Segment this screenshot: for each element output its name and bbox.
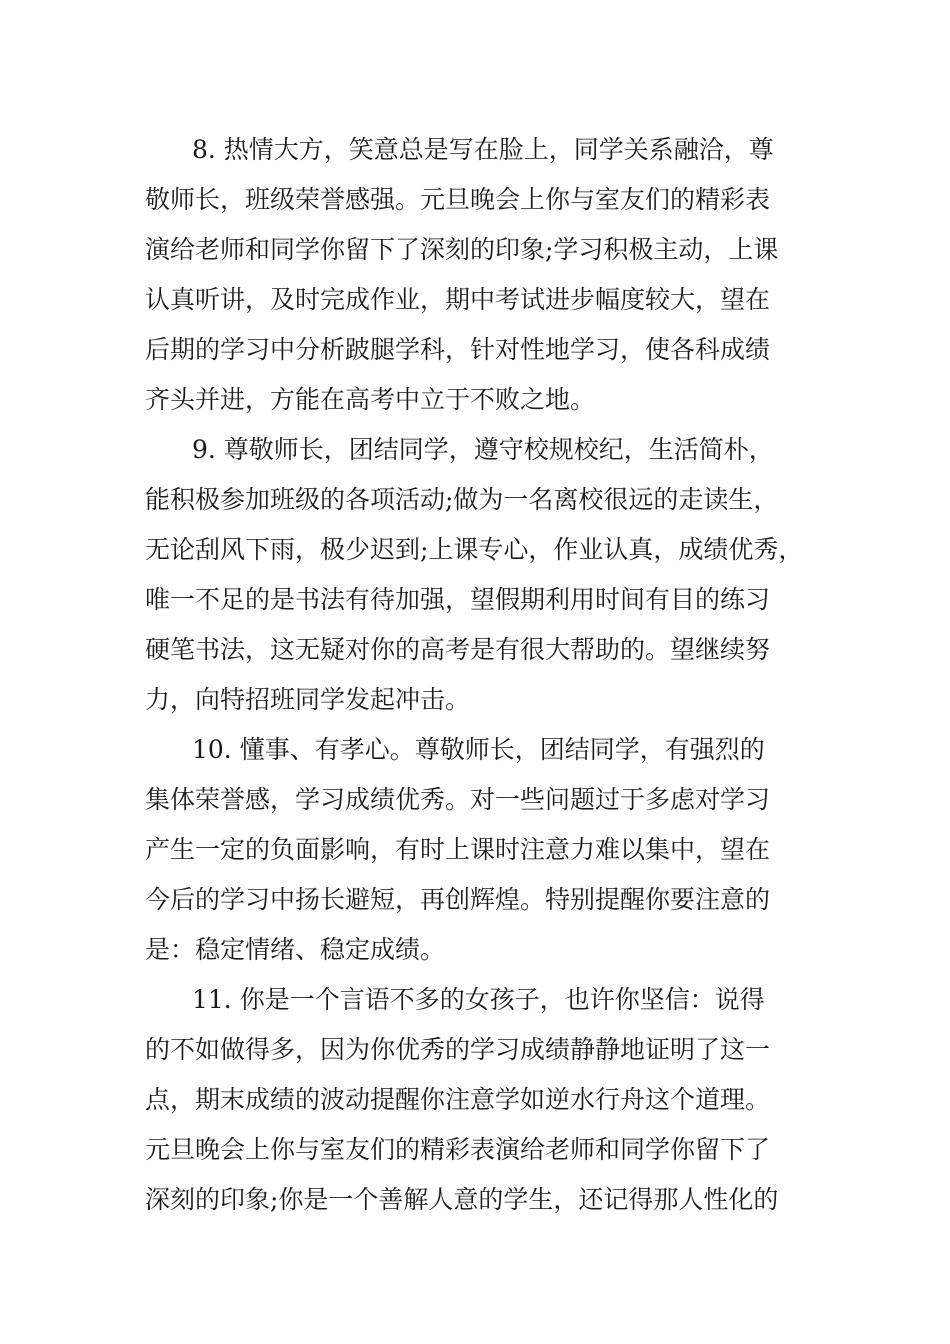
text-line: 齐头并进，方能在高考中立于不败之地。 (145, 385, 596, 414)
paragraph-10-line-2 (0, 780, 950, 820)
text-line: 力，向特招班同学发起冲击。 (145, 685, 471, 714)
text-line: 无论刮风下雨，极少迟到;上课专心，作业认真，成绩优秀， (145, 535, 804, 564)
paragraph-11-line-5 (0, 1180, 950, 1220)
paragraph-8-line-3 (0, 230, 950, 270)
text-line: 演给老师和同学你留下了深刻的印象;学习积极主动，上课 (145, 235, 779, 264)
text-line: 元旦晚会上你与室友们的精彩表演给老师和同学你留下了 (145, 1135, 771, 1164)
paragraph-11-line-2 (0, 1030, 950, 1070)
text-line: 11. 你是一个言语不多的女孩子，也许你坚信：说得 (192, 985, 765, 1014)
text-line: 10. 懂事、有孝心。尊敬师长，团结同学，有强烈的 (192, 735, 765, 764)
text-line: 8. 热情大方，笑意总是写在脸上，同学关系融洽，尊 (192, 135, 774, 164)
paragraph-9-line-6 (0, 680, 950, 720)
text-line: 集体荣誉感，学习成绩优秀。对一些问题过于多虑对学习 (145, 785, 771, 814)
text-line: 深刻的印象;你是一个善解人意的学生，还记得那人性化的 (145, 1185, 779, 1214)
paragraph-8-line-1 (0, 130, 950, 170)
paragraph-11-line-3 (0, 1080, 950, 1120)
text-line: 敬师长，班级荣誉感强。元旦晚会上你与室友们的精彩表 (145, 185, 771, 214)
paragraph-8-line-4 (0, 280, 950, 320)
text-line: 的不如做得多，因为你优秀的学习成绩静静地证明了这一 (145, 1035, 771, 1064)
text-line: 是：稳定情绪、稳定成绩。 (145, 935, 446, 964)
paragraph-9-line-4 (0, 580, 950, 620)
text-line: 硬笔书法，这无疑对你的高考是有很大帮助的。望继续努 (145, 635, 771, 664)
text-line: 产生一定的负面影响，有时上课时注意力难以集中，望在 (145, 835, 771, 864)
paragraph-8-line-5 (0, 330, 950, 370)
text-line: 能积极参加班级的各项活动;做为一名离校很远的走读生， (145, 485, 779, 514)
paragraph-9-line-2 (0, 480, 950, 520)
text-line: 9. 尊敬师长，团结同学，遵守校规校纪，生活简朴， (192, 435, 774, 464)
text-line: 认真听讲，及时完成作业，期中考试进步幅度较大，望在 (145, 285, 771, 314)
text-line: 后期的学习中分析跛腿学科，针对性地学习，使各科成绩 (145, 335, 771, 364)
text-line: 今后的学习中扬长避短，再创辉煌。特别提醒你要注意的 (145, 885, 771, 914)
text-line: 唯一不足的是书法有待加强，望假期利用时间有目的练习 (145, 585, 771, 614)
paragraph-9-line-3 (0, 530, 950, 570)
paragraph-10-line-5 (0, 930, 950, 970)
paragraph-8-line-2 (0, 180, 950, 220)
paragraph-11-line-4 (0, 1130, 950, 1170)
paragraph-10-line-4 (0, 880, 950, 920)
paragraph-10-line-1 (0, 730, 950, 770)
paragraph-9-line-1 (0, 430, 950, 470)
paragraph-11-line-1 (0, 980, 950, 1020)
paragraph-9-line-5 (0, 630, 950, 670)
paragraph-10-line-3 (0, 830, 950, 870)
text-line: 点，期末成绩的波动提醒你注意学如逆水行舟这个道理。 (145, 1085, 771, 1114)
paragraph-8-line-6 (0, 380, 950, 420)
